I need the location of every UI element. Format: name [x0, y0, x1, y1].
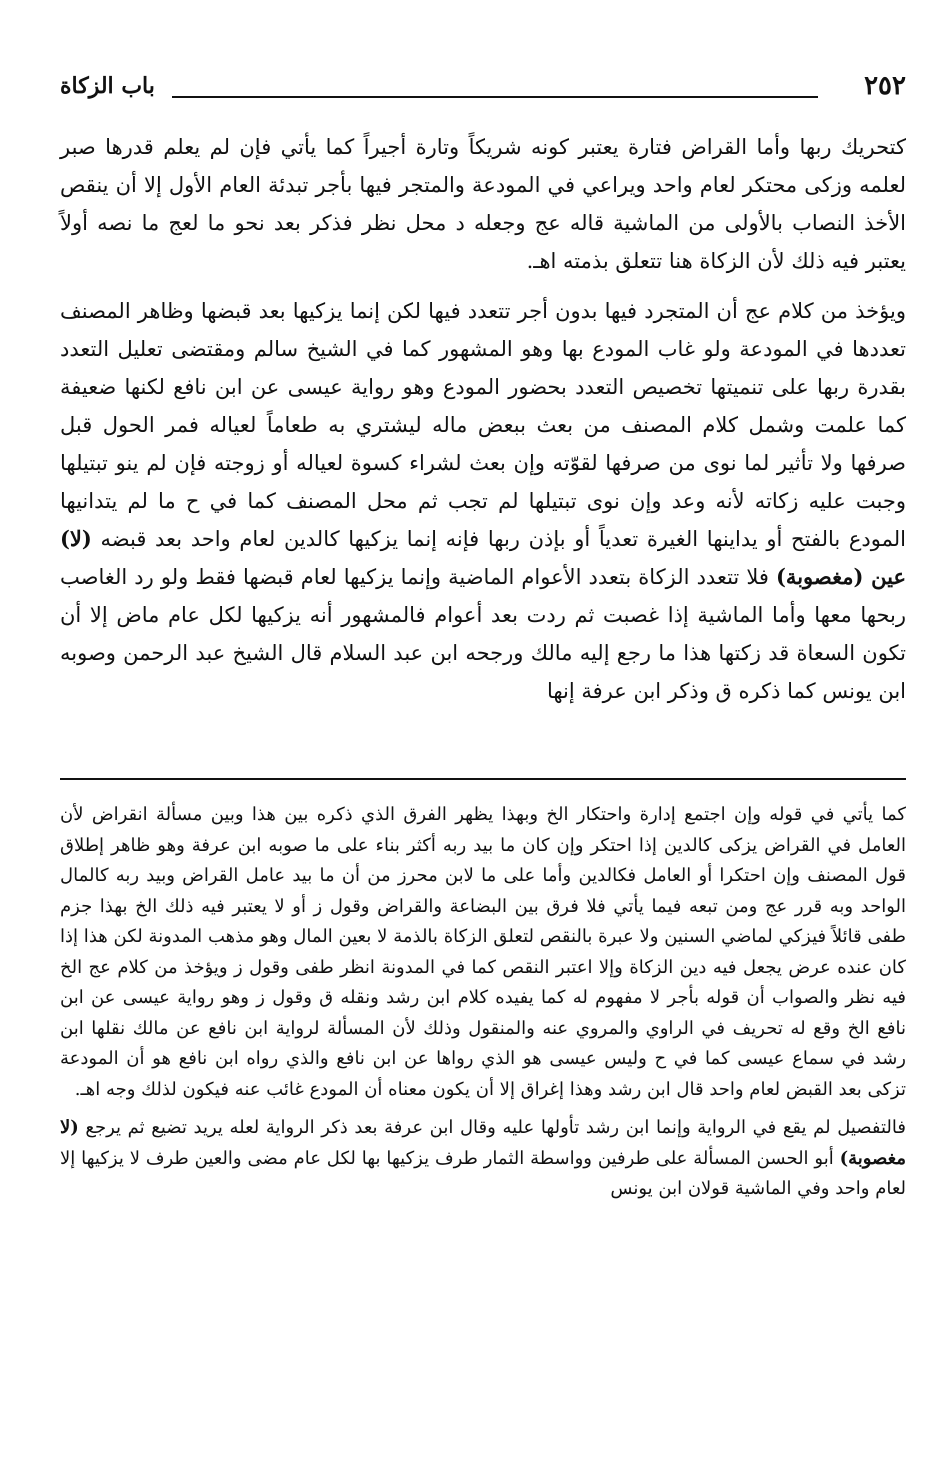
- chapter-title: باب الزكاة: [60, 73, 155, 99]
- main-paragraph: [60, 128, 906, 280]
- footnote-paragraph-text-cont: أبو الحسن المسألة على طرفين وواسطة الثمار طرف يزكيها بها لكل عام مضى والعين طرف لا يزكيها إلا لعام واحد وفي الماشية قولان ابن يونس: [60, 1147, 906, 1199]
- footnote-text: [60, 800, 906, 1205]
- main-paragraph-text-cont: فلا تتعدد الزكاة بتعدد الأعوام الماضية وإنما يزكيها لعام قبضها فقط ولو رد الغاصب ربحها معها وأما الماشية إذا غصبت ثم ردت بعد أعوام فالمشهور أنه يزكيها لكل عام ماض إلا أن تكون السعاة قد زكتها هذا ما رجع إليه مالك ورجحه ابن عبد السلام قال الشيخ عبد الرحمن وصوبه ابن يونس كما ذكره ق وذكر ابن عرفة إنها: [60, 565, 906, 703]
- main-paragraph: [60, 292, 906, 710]
- footnote-paragraph: [60, 800, 906, 1105]
- header-rule: [172, 96, 818, 98]
- footnote-separator: [60, 778, 906, 780]
- main-text: [60, 128, 906, 710]
- footnote-paragraph-text: فالتفصيل لم يقع في الرواية وإنما ابن رشد تأولها عليه وقال ابن عرفة بعد ذكر الرواية لعله يريد تضيع ثم يرجع: [78, 1117, 906, 1138]
- main-paragraph-text: كتحريك ربها وأما القراض فتارة يعتبر كونه شريكاً وتارة أجيراً كما يأتي فإن لم يعلم قدرها صبر لعلمه وزكى محتكر لعام واحد ويراعي في المودعة والمتجر فيها بأجر تبدئة العام الأول إلا أن ينقص الأخذ النصاب بالأولى من الماشية قاله عج وجعله د محل نظر فذكر بعد نحو ما لعج ما نصه أولاً يعتبر فيه ذلك لأن الزكاة هنا تتعلق بذمته اهـ.: [60, 135, 906, 273]
- footnote-paragraph-text: كما يأتي في قوله وإن اجتمع إدارة واحتكار الخ وبهذا يظهر الفرق الذي ذكره بين هذا وبين مسألة انقراض لأن العامل في القراض يزكى كالدين إذا احتكر وإن كان ما بيد ربه أكثر بناء على ما صوبه ابن عرفة وهو ظاهر إطلاق قول المصنف وإن احتكرا أو العامل فكالدين وأما على ما لابن محرز من أن ما بيد عامل القراض وبيد ربه كالمال الواحد وبه قرر عج ومن تبعه فيما يأتي فلا فرق بين البضاعة والقراض وقول ز أو لا يعتبر فيه ذلك الخ بهذا جزم طفى قائلاً فيزكي لماضي السنين ولا عبرة بالنقص لتعلق الزكاة بالذمة لا بعين المال وهو مذهب المدونة لكن هذا إذا كان عنده عرض يجعل فيه دين الزكاة وإلا اعتبر النقص كما في المدونة انظر طفى وقول ز ويؤخذ من كلام عج الخ فيه نظر والصواب أن قوله بأجر لا مفهوم له كما يفيده كلام ابن رشد ونقله ق وقول ز وهو رواية عيسى عن ابن نافع الخ وقع له تحريف في الراوي والمروي عنه والمنقول وذلك لأن المسألة لرواية ابن نافع عن مالك نقلها ابن رشد في سماع عيسى كما في ح وليس عيسى هو الذي رواها عن ابن نافع والذي رواه ابن نافع هو أن المودعة تزكى بعد القبض لعام واحد قال ابن رشد وهذا إغراق إلا أن يكون معناه أن المودع غائب عنه فيكون لذلك وجه اهـ.: [60, 804, 906, 1100]
- footnote-paragraph: [60, 1113, 906, 1205]
- page-number: ٢٥٢: [864, 71, 906, 101]
- main-paragraph-text: ويؤخذ من كلام عج أن المتجرد فيها بدون أجر تتعدد فيها لكن إنما يزكيها بعد قبضها وظاهر المصنف تعددها في المودعة ولو غاب المودع بها وهو المشهور كما في الشيخ سالم ومقتضى تعليل التعدد بقدرة ربها على تنميتها تخصيص التعدد بحضور المودع وهو رواية عيسى عن ابن نافع لكنها ضعيفة كما علمت وشمل كلام المصنف من بعث ببعض ماله ليشتري به طعاماً لعياله فمر الحول قبل صرفها ولا تأثير لما نوى من صرفها لقوّته وإن بعث لشراء كسوة لعياله أو زوجته فإن لم ينو تبتيلها وجبت عليه زكاته لأنه وعد وإن نوى تبتيلها لم تجب ثم محل المصنف كما في ح ما لم يتدانيها المودع بالفتح أو يداينها الغيرة تعدياً أو بإذن ربها فإنه إنما يزكيها كالدين لعام واحد بعد قبضه: [60, 299, 906, 551]
- bold-quote: (لا) عين (مغصوبة): [60, 526, 906, 589]
- page-header: [60, 66, 906, 106]
- bold-quote: (لا مغصوبة): [60, 1117, 906, 1169]
